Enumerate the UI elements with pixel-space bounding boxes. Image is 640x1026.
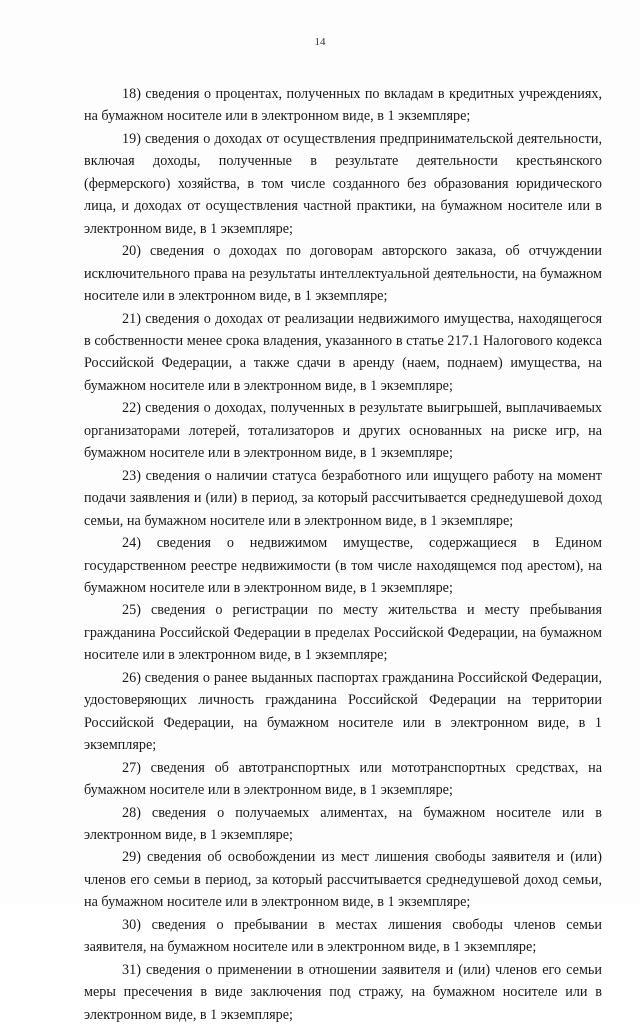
list-item-24: 24) сведения о недвижимом имуществе, содержащиеся в Едином государственном реестре недвижимости (в том числе находящемся под арестом), на бумажном носителе или в электронном виде, в 1 экземпляре; <box>84 535 602 596</box>
list-item-26: 26) сведения о ранее выданных паспортах гражданина Российской Федерации, удостоверяющих личность гражданина Российской Федерации на территории Российской Федерации, на бумажном носителе или в электронном виде, в 1 экземпляре; <box>84 669 602 754</box>
list-item-23: 23) сведения о наличии статуса безработного или ищущего работу на момент подачи заявления и (или) в период, за который рассчитывается среднедушевой доход семьи, на бумажном носителе или в электронном виде, в 1 экземпляре; <box>84 467 602 529</box>
list-item-22: 22) сведения о доходах, полученных в результате выигрышей, выплачиваемых организаторами лотерей, тотализаторов и других основанных на риске игр, на бумажном носителе или в электронном виде, в 1 экземпляре; <box>84 400 602 462</box>
list-item-29: 29) сведения об освобождении из мест лишения свободы заявителя и (или) членов его семьи в период, за который рассчитывается среднедушевой доход семьи, на бумажном носителе или в электронном виде, в 1 экземпляре; <box>84 849 602 911</box>
list-item-20: 20) сведения о доходах по договорам авторского заказа, об отчуждении исключительного права на результаты интеллектуальной деятельности, на бумажном носителе или в электронном виде, в 1 экземпляре; <box>84 243 602 305</box>
list-item-19: 19) сведения о доходах от осуществления предпринимательской деятельности, включая доходы, полученные в результате деятельности крестьянского (фермерского) хозяйства, в том числе созданного без образования юридического лица, и доходах от осуществления частной практики, на бумажном носителе или в электронном виде, в 1 экземпляре; <box>84 130 602 237</box>
list-item-30: 30) сведения о пребывании в местах лишения свободы членов семьи заявителя, на бумажном носителе или в электронном виде, в 1 экземпляре; <box>84 916 602 956</box>
list-item-31: 31) сведения о применении в отношении заявителя и (или) членов его семьи меры пресечения в виде заключения под стражу, на бумажном носителе или в электронном виде, в 1 экземпляре; <box>84 961 602 1023</box>
list-item-21: 21) сведения о доходах от реализации недвижимого имущества, находящегося в собственности менее срока владения, указанного в статье 217.1 Налогового кодекса Российской Федерации, а также сдачи в аренду (наем, поднаем) имущества, на бумажном носителе или в электронном виде, в 1 экземпляре; <box>84 310 602 394</box>
list-item-18: 18) сведения о процентах, полученных по вкладам в кредитных учреждениях, на бумажном носителе или в электронном виде, в 1 экземпляре; <box>84 86 602 125</box>
page-number: 14 <box>314 36 326 48</box>
list-item-27: 27) сведения об автотранспортных или мототранспортных средствах, на бумажном носителе или в электронном виде, в 1 экземпляре; <box>84 759 602 799</box>
document-body <box>84 83 602 1026</box>
list-item-28: 28) сведения о получаемых алиментах, на бумажном носителе или в электронном виде, в 1 экземпляре; <box>84 804 602 843</box>
list-item-25: 25) сведения о регистрации по месту жительства и месту пребывания гражданина Российской Федерации в пределах Российской Федерации, на бумажном носителе или в электронном виде, в 1 экземпляре; <box>84 602 602 664</box>
